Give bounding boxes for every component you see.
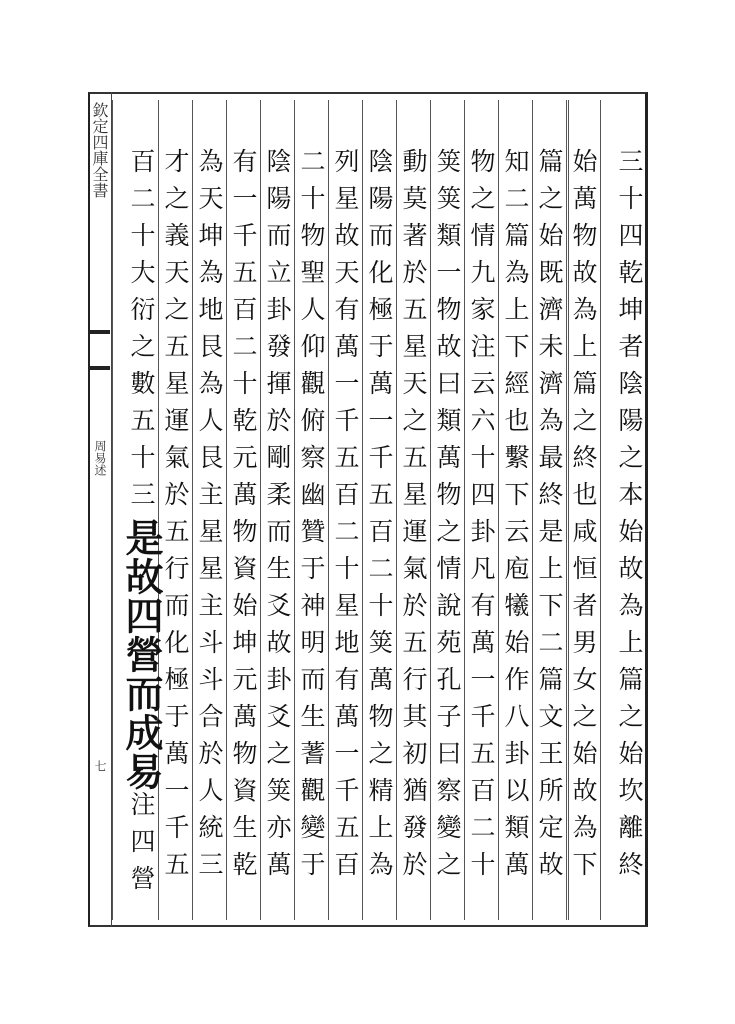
margin-title: 欽定四庫全書 [90,102,109,198]
text-column: 知二篇為上下經也繫下云庖犧始作八卦以類萬 [498,100,532,920]
text-column: 為天坤為地艮為人艮主星星主斗斗合於人統三 [192,100,226,920]
text-column: 動莫著於五星天之五星運氣於五行其初猶發於 [396,100,430,920]
margin-page-number: 七 [93,760,107,772]
text-column-with-heading: 百二十大衍之數五十三是故四營而成易注四營 [119,148,164,902]
text-column: 陰陽而立卦發揮於剛柔而生爻故卦爻之䇲亦萬 [260,100,294,920]
text-column: 䇲䇲類一物故曰類萬物之情說苑孔子曰察變之 [430,100,464,920]
margin-strip [88,92,112,927]
text-column: 三十四乾坤者陰陽之本始故為上篇之始坎離終 [600,100,646,920]
text-column: 篇之始既濟未濟為最終是上下二篇文王所定故 [532,100,566,920]
margin-chapter: 周易述 [93,440,107,476]
text-column: 物之情九家注云六十四卦凡有萬一千五百二十 [464,100,498,920]
text-column: 始萬物故為上篇之終也咸恒者男女之始故為下 [566,100,600,920]
text-column: 有一千五百二十乾元萬物資始坤元萬物資生乾 [226,100,260,920]
fish-tail-mark [90,330,110,370]
text-column: 二十物聖人仰觀俯察幽贊于神明而生蓍觀變于 [294,100,328,920]
text-column: 列星故天有萬一千五百二十星地有萬一千五百 [328,100,362,920]
text-column: 才之義天之五星運氣於五行而化極于萬一千五 [158,100,192,920]
text-column: 陰陽而化極于萬一千五百二十䇲萬物之精上為 [362,100,396,920]
main-text-heading: 是故四營而成易 [119,518,164,791]
column-divider [112,100,124,920]
